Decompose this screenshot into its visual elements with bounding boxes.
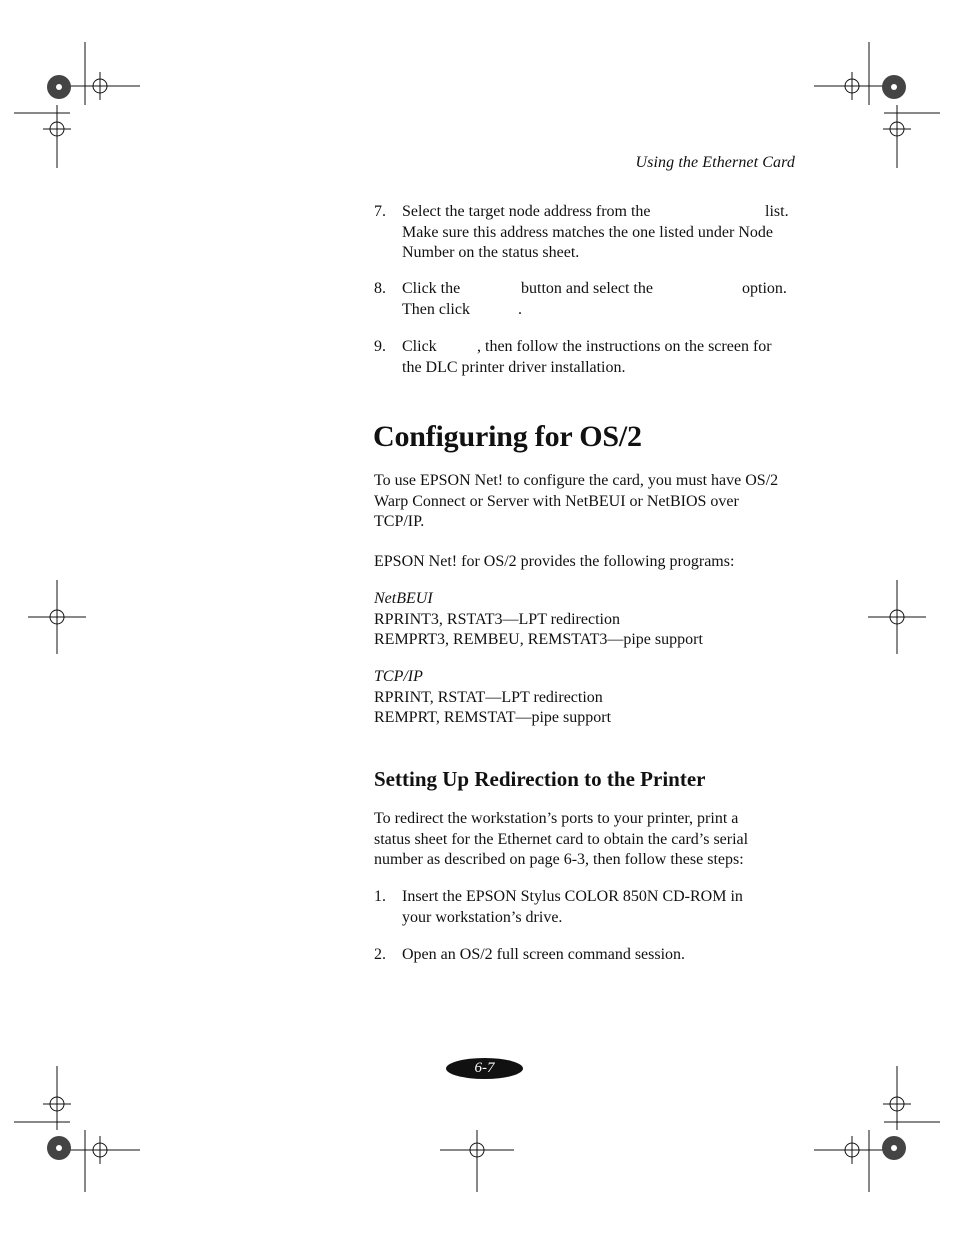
paragraph-line: TCP/IP. — [374, 513, 425, 530]
step-text: . — [518, 300, 522, 318]
running-header: Using the Ethernet Card — [635, 154, 795, 171]
netbeui-label: NetBEUI — [374, 590, 433, 607]
tcpip-label: TCP/IP — [374, 668, 423, 685]
step-text: Make sure this address matches the one listed under Node — [402, 223, 774, 241]
step-number: 1. — [374, 888, 386, 905]
step-1 — [374, 887, 794, 929]
step-text: list. — [765, 203, 789, 220]
programs-intro: EPSON Net! for OS/2 provides the following programs: — [374, 553, 735, 570]
step-text: Open an OS/2 full screen command session. — [402, 946, 686, 963]
paragraph-line: To redirect the workstation’s ports to your printer, print a — [374, 810, 739, 827]
tcpip-block — [374, 667, 798, 729]
step-number: 9. — [374, 338, 386, 355]
step-text: button and select the — [521, 280, 653, 297]
netbeui-block — [374, 589, 798, 651]
program-line: RPRINT3, RSTAT3—LPT redirection — [374, 610, 620, 628]
section-intro — [374, 471, 798, 533]
step-text: Click the — [402, 280, 461, 297]
program-line: REMPRT3, REMBEU, REMSTAT3—pipe support — [374, 631, 703, 648]
paragraph-line: To use EPSON Net! to configure the card, you must have OS/2 — [374, 472, 779, 489]
program-line: RPRINT, RSTAT—LPT redirection — [374, 688, 603, 706]
step-text: Select the target node address from the — [402, 203, 651, 220]
step-text: Click — [402, 338, 437, 355]
step-text: Insert the EPSON Stylus COLOR 850N CD-ROM in — [402, 888, 743, 905]
step-9 — [374, 337, 794, 379]
step-number: 7. — [374, 203, 386, 220]
step-text: , then follow the instructions on the screen for — [477, 338, 772, 355]
program-line: REMPRT, REMSTAT—pipe support — [374, 709, 612, 726]
step-text: option. — [742, 280, 787, 297]
step-text: Number on the status sheet. — [402, 244, 580, 261]
step-number: 2. — [374, 946, 386, 963]
step-2 — [374, 945, 794, 967]
paragraph-line: Warp Connect or Server with NetBEUI or NetBIOS over — [374, 492, 739, 510]
paragraph-line: number as described on page 6-3, then follow these steps: — [374, 851, 744, 868]
paragraph-line: status sheet for the Ethernet card to obtain the card’s serial — [374, 830, 749, 848]
step-8 — [374, 279, 794, 321]
step-7 — [374, 202, 794, 264]
step-number: 8. — [374, 280, 386, 297]
subsection-heading: Setting Up Redirection to the Printer — [374, 767, 706, 791]
step-text: your workstation’s drive. — [402, 908, 563, 926]
step-text: the DLC printer driver installation. — [402, 358, 626, 376]
step-text: Then click — [402, 300, 470, 318]
subsection-intro — [374, 809, 798, 871]
section-heading: Configuring for OS/2 — [373, 420, 642, 453]
page-number-badge: 6-7 — [446, 1058, 523, 1079]
